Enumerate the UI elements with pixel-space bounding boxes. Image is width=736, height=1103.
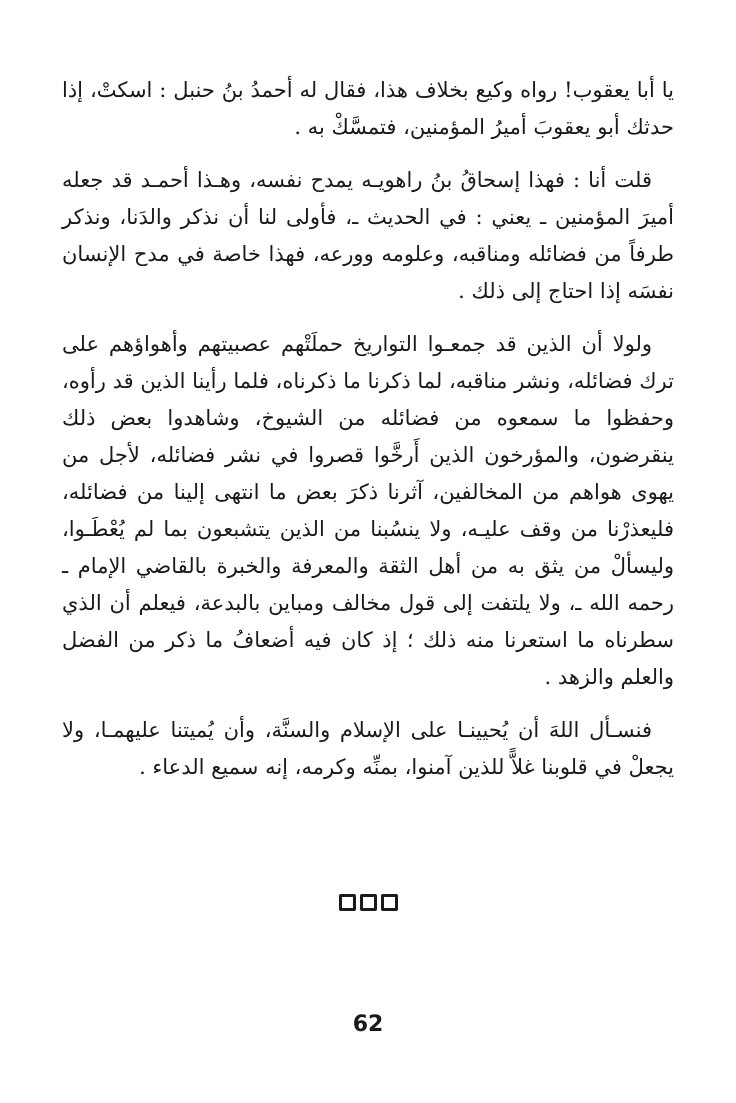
page-number: 62 xyxy=(352,1012,384,1037)
ornament-box-icon xyxy=(339,894,356,911)
paragraph-2: قلت أنا : فهذا إسحاقُ بنُ راهويـه يمدح نفسه، وهـذا أحمـد قد جعله أميرَ المؤمنين ـ يعني : في الحديث ـ، فأولى لنا أن نذكر والدَنا، ونذكر طرفاً من فضائله ومناقبه، وعلومه وورعه، فهذا خاصة في مدح الإنسان نفسَه إذا احتاج إلى ذلك . xyxy=(62,168,674,303)
section-end-ornament xyxy=(0,894,736,911)
ornament-box-icon xyxy=(381,894,398,911)
paragraph-4: فنسـأل اللهَ أن يُحيينـا على الإسلام والسنَّة، وأن يُميتنا عليهمـا، ولا يجعلْ في قلوبنا غلاًّ للذين آمنوا، بمنِّه وكرمه، إنه سميع الدعاء . xyxy=(62,718,674,779)
paragraph-1: يا أبا يعقوب! رواه وكيع بخلاف هذا، فقال له أحمدُ بنُ حنبل : اسكتْ، إذا حدثك أبو يعقوبَ أميرُ المؤمنين، فتمسَّكْ به . xyxy=(62,78,674,139)
paragraph-3: ولولا أن الذين قد جمعـوا التواريخ حملَتْهم عصبيتهم وأهواؤهم على ترك فضائله، ونشر مناقبه، لما ذكرنا ما ذكرناه، فلما رأينا الذين قد رأوه، وحفظوا ما سمعوه من فضائله من الشيوخ، وشاهدوا بعض ذلك ينقرضون، والمؤرخون الذين أَرخَّوا قصروا في نشر فضائله، لأجل من يهوى هواهم من المخالفين، آثرنا ذكرَ بعض ما انتهى إلينا من فضائله، فليعذرْنا من وقف عليـه، ولا ينسُبنا من الذين يتشبعون بما لم يُعْطَـوا، وليسألْ من يثق به من أهل الثقة والمعرفة والخبرة بالقاضي الإمام ـ رحمه الله ـ، ولا يلتفت إلى قول مخالف ومباين بالبدعة، فيعلم أن الذي سطرناه ما استعرنا منه ذلك ؛ إذ كان فيه أضعافُ ما ذكر من الفضل والعلم والزهد . xyxy=(62,332,674,689)
body-text xyxy=(62,72,674,802)
ornament-box-icon xyxy=(360,894,377,911)
